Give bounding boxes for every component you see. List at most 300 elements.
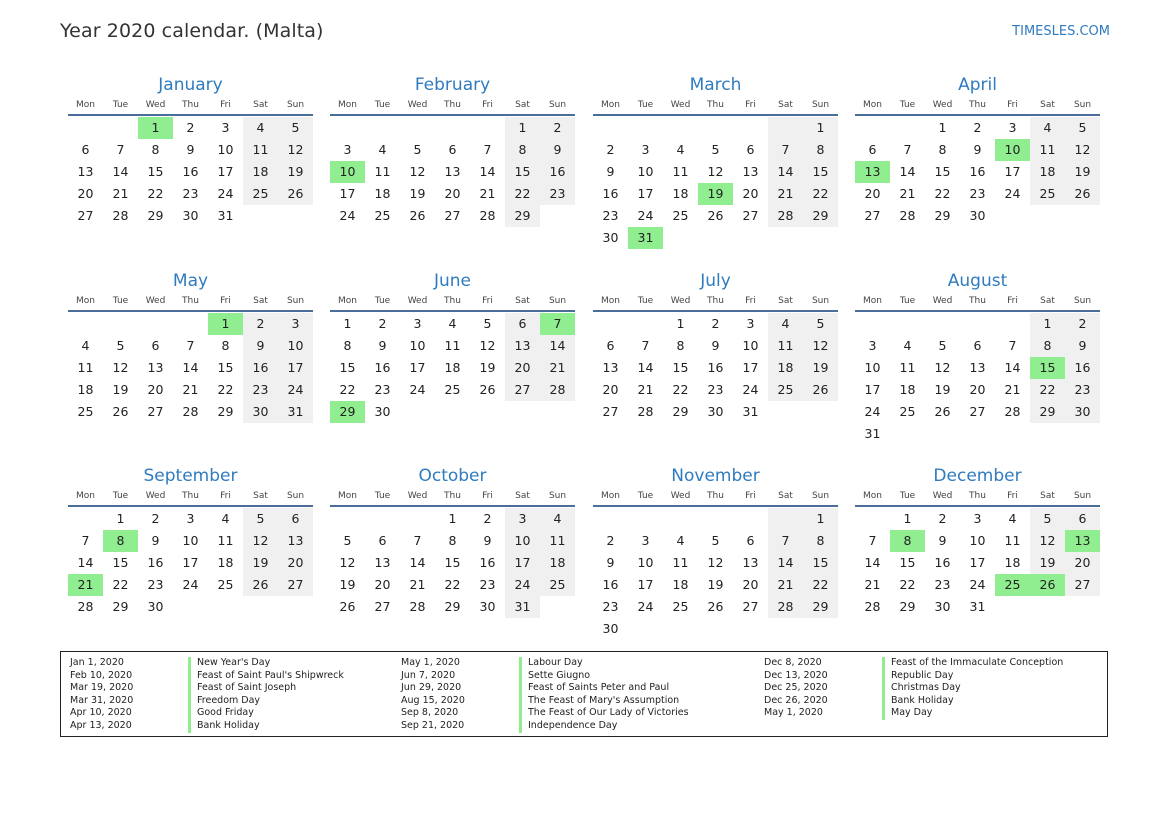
day-cell: 1 [1030, 313, 1065, 335]
legend-date: Mar 31, 2020 [70, 694, 134, 706]
legend-item [764, 670, 953, 683]
day-cell: 21 [899, 186, 916, 201]
month-august [855, 268, 1100, 445]
empty-cell [1065, 423, 1100, 445]
day-cell: 10 [637, 555, 654, 570]
day-cell: 29 [899, 599, 916, 614]
day-cell: 19 [409, 186, 426, 201]
day-cell: 3 [641, 142, 650, 157]
weekday-label: Thu [444, 296, 461, 306]
day-cell: 9 [540, 139, 575, 161]
empty-cell [855, 508, 890, 530]
day-cell: 13 [147, 360, 164, 375]
weekday-label: Fri [1007, 296, 1018, 306]
day-cell: 14 [77, 555, 94, 570]
day-cell: 4 [676, 533, 685, 548]
day-cell: 5 [711, 142, 720, 157]
day-cell: 9 [243, 335, 278, 357]
empty-cell [768, 401, 803, 423]
day-cell: 14 [768, 161, 803, 183]
day-cell: 25 [243, 183, 278, 205]
day-cell: 17 [182, 555, 199, 570]
month-name: September [143, 466, 238, 486]
day-cell: 19 [707, 577, 724, 592]
day-cell: 13 [742, 555, 759, 570]
day-cell: 29 [217, 404, 234, 419]
month-rule [593, 310, 838, 312]
weekday-label: Thu [969, 491, 986, 501]
weekday-label: Tue [112, 100, 129, 110]
day-cell: 16 [243, 357, 278, 379]
legend-date: Apr 10, 2020 [70, 707, 132, 719]
day-cell: 1 [343, 316, 352, 331]
day-cell: 28 [637, 404, 654, 419]
weekday-label: Sun [548, 100, 567, 110]
day-cell: 19 [278, 161, 313, 183]
day-cell: 18 [1004, 555, 1021, 570]
weekday-label: Mon [76, 491, 95, 501]
weekday-header [593, 489, 838, 503]
day-cell: 3 [641, 533, 650, 548]
weekday-label: Sun [286, 100, 305, 110]
day-cell: 6 [448, 142, 457, 157]
site-link[interactable]: TIMESLES.COM [1012, 24, 1110, 39]
day-cell: 19 [339, 577, 356, 592]
weekday-label: Mon [338, 100, 357, 110]
weekday-label: Sun [811, 296, 830, 306]
day-cell: 10 [505, 530, 540, 552]
month-rule [593, 505, 838, 507]
day-grid [593, 313, 838, 423]
weekday-label: Sat [1040, 296, 1055, 306]
day-cell: 23 [707, 382, 724, 397]
month-rule [330, 505, 575, 507]
day-cell: 11 [672, 555, 689, 570]
empty-cell [628, 313, 663, 335]
empty-cell [768, 508, 803, 530]
empty-cell [960, 313, 995, 335]
weekday-label: Tue [112, 491, 129, 501]
weekday-label: Sun [548, 491, 567, 501]
day-cell: 15 [803, 552, 838, 574]
day-cell: 8 [803, 139, 838, 161]
day-grid [855, 313, 1100, 445]
empty-cell [1030, 205, 1065, 227]
day-cell: 26 [803, 379, 838, 401]
empty-cell [540, 596, 575, 618]
day-cell: 4 [448, 316, 457, 331]
day-cell: 13 [77, 164, 94, 179]
day-cell: 6 [505, 313, 540, 335]
day-cell: 3 [1008, 120, 1017, 135]
day-cell: 2 [973, 120, 982, 135]
legend-date: Feb 10, 2020 [70, 669, 133, 681]
empty-cell [330, 508, 365, 530]
day-cell: 12 [803, 335, 838, 357]
empty-cell [173, 596, 208, 618]
weekday-header [68, 294, 313, 308]
day-cell: 5 [938, 338, 947, 353]
weekday-label: Fri [745, 296, 756, 306]
empty-cell [435, 401, 470, 423]
day-cell: 1 [138, 117, 173, 139]
day-cell: 27 [1065, 574, 1100, 596]
day-cell: 20 [444, 186, 461, 201]
day-cell: 28 [409, 599, 426, 614]
legend-holiday-name: Independence Day [519, 720, 617, 733]
day-cell: 10 [409, 338, 426, 353]
legend-holiday-name: Feast of Saints Peter and Paul [519, 682, 669, 695]
day-cell: 8 [151, 142, 160, 157]
day-cell: 9 [483, 533, 492, 548]
weekday-label: Thu [444, 491, 461, 501]
weekday-label: Fri [1007, 491, 1018, 501]
weekday-label: Fri [745, 100, 756, 110]
day-cell: 25 [540, 574, 575, 596]
day-cell: 28 [540, 379, 575, 401]
day-cell: 21 [864, 577, 881, 592]
weekday-header [68, 489, 313, 503]
day-cell: 20 [77, 186, 94, 201]
day-cell: 8 [221, 338, 230, 353]
weekday-label: Thu [707, 296, 724, 306]
day-cell: 20 [742, 577, 759, 592]
empty-cell [890, 117, 925, 139]
empty-cell [365, 117, 400, 139]
day-cell: 31 [278, 401, 313, 423]
day-cell: 22 [934, 186, 951, 201]
day-cell: 10 [864, 360, 881, 375]
day-cell: 17 [637, 577, 654, 592]
legend-date: Jan 1, 2020 [70, 657, 124, 668]
day-cell: 10 [217, 142, 234, 157]
weekday-label: Fri [745, 491, 756, 501]
month-rule [330, 310, 575, 312]
day-cell: 22 [1030, 379, 1065, 401]
weekday-label: Sat [515, 296, 530, 306]
weekday-label: Tue [637, 491, 654, 501]
legend-date: Mar 19, 2020 [70, 682, 134, 694]
legend-item [70, 682, 296, 695]
day-cell: 31 [742, 404, 759, 419]
day-cell: 27 [278, 574, 313, 596]
day-cell: 13 [374, 555, 391, 570]
day-cell: 9 [938, 533, 947, 548]
month-rule [68, 114, 313, 116]
day-cell: 2 [606, 533, 615, 548]
day-cell: 19 [698, 183, 733, 205]
day-cell: 30 [1065, 401, 1100, 423]
day-cell: 4 [221, 511, 230, 526]
day-cell: 6 [746, 533, 755, 548]
empty-cell [470, 401, 505, 423]
day-cell: 5 [278, 117, 313, 139]
legend-item [401, 670, 590, 683]
day-cell: 30 [243, 401, 278, 423]
month-name: May [172, 271, 209, 291]
empty-cell [768, 618, 803, 640]
day-cell: 23 [374, 382, 391, 397]
weekday-header [593, 294, 838, 308]
day-cell: 16 [602, 577, 619, 592]
empty-cell [733, 227, 768, 249]
day-cell: 17 [1004, 164, 1021, 179]
weekday-label: Thu [182, 100, 199, 110]
empty-cell [593, 313, 628, 335]
day-cell: 6 [868, 142, 877, 157]
legend-date: May 1, 2020 [401, 657, 460, 668]
day-cell: 11 [243, 139, 278, 161]
month-september [68, 463, 313, 618]
day-cell: 1 [903, 511, 912, 526]
day-cell: 28 [864, 599, 881, 614]
weekday-label: Wed [670, 296, 691, 306]
day-cell: 28 [899, 208, 916, 223]
day-cell: 16 [374, 360, 391, 375]
day-cell: 18 [1030, 161, 1065, 183]
day-grid [68, 508, 313, 618]
weekday-label: Sun [1073, 491, 1092, 501]
day-cell: 30 [934, 599, 951, 614]
day-cell: 24 [637, 599, 654, 614]
day-cell: 30 [707, 404, 724, 419]
legend-item [764, 695, 954, 708]
month-name: March [689, 75, 742, 95]
day-cell: 26 [409, 208, 426, 223]
weekday-label: Sat [515, 491, 530, 501]
legend-date: Dec 25, 2020 [764, 682, 828, 694]
day-cell: 14 [768, 552, 803, 574]
day-cell: 23 [540, 183, 575, 205]
empty-cell [173, 313, 208, 335]
month-rule [593, 114, 838, 116]
day-cell: 7 [1008, 338, 1017, 353]
empty-cell [103, 117, 138, 139]
day-cell: 17 [278, 357, 313, 379]
day-cell: 24 [182, 577, 199, 592]
day-cell: 6 [746, 142, 755, 157]
weekday-label: Sat [253, 100, 268, 110]
day-cell: 13 [1065, 530, 1100, 552]
day-cell: 1 [505, 117, 540, 139]
legend-item [70, 695, 260, 708]
empty-cell [855, 117, 890, 139]
empty-cell [698, 227, 733, 249]
day-cell: 5 [243, 508, 278, 530]
day-cell: 27 [864, 208, 881, 223]
day-cell: 20 [374, 577, 391, 592]
weekday-label: Fri [482, 100, 493, 110]
empty-cell [698, 618, 733, 640]
weekday-label: Tue [374, 296, 391, 306]
month-name: August [947, 271, 1008, 291]
day-cell: 26 [339, 599, 356, 614]
day-cell: 10 [278, 335, 313, 357]
day-cell: 22 [505, 183, 540, 205]
day-cell: 2 [1065, 313, 1100, 335]
day-cell: 15 [112, 555, 129, 570]
day-cell: 4 [768, 313, 803, 335]
day-cell: 5 [413, 142, 422, 157]
empty-cell [995, 596, 1030, 618]
day-cell: 14 [409, 555, 426, 570]
day-cell: 14 [112, 164, 129, 179]
day-cell: 14 [1004, 360, 1021, 375]
day-cell: 23 [934, 577, 951, 592]
day-cell: 3 [413, 316, 422, 331]
day-cell: 11 [672, 164, 689, 179]
empty-cell [278, 596, 313, 618]
day-cell: 28 [768, 596, 803, 618]
day-cell: 13 [855, 161, 890, 183]
day-cell: 12 [278, 139, 313, 161]
weekday-label: Sat [1040, 100, 1055, 110]
day-cell: 8 [676, 338, 685, 353]
empty-cell [733, 117, 768, 139]
day-cell: 24 [637, 208, 654, 223]
day-cell: 11 [1030, 139, 1065, 161]
day-cell: 23 [147, 577, 164, 592]
day-cell: 29 [1030, 401, 1065, 423]
empty-cell [663, 227, 698, 249]
day-cell: 9 [151, 533, 160, 548]
day-cell: 9 [378, 338, 387, 353]
empty-cell [1065, 205, 1100, 227]
weekday-label: Tue [374, 491, 391, 501]
day-cell: 4 [903, 338, 912, 353]
day-cell: 4 [676, 142, 685, 157]
legend-date: May 1, 2020 [764, 707, 823, 719]
day-cell: 19 [803, 357, 838, 379]
weekday-label: Sat [253, 491, 268, 501]
legend-item [401, 707, 689, 720]
day-cell: 21 [768, 574, 803, 596]
day-cell: 20 [278, 552, 313, 574]
day-cell: 24 [742, 382, 759, 397]
legend-item [401, 695, 679, 708]
empty-cell [890, 423, 925, 445]
weekday-header [855, 489, 1100, 503]
day-cell: 31 [864, 426, 881, 441]
month-december [855, 463, 1100, 618]
day-cell: 18 [672, 577, 689, 592]
day-cell: 6 [606, 338, 615, 353]
day-cell: 7 [868, 533, 877, 548]
day-cell: 7 [540, 313, 575, 335]
day-cell: 3 [278, 313, 313, 335]
day-grid [330, 508, 575, 618]
day-cell: 1 [803, 508, 838, 530]
day-cell: 16 [182, 164, 199, 179]
day-cell: 19 [479, 360, 496, 375]
day-cell: 5 [116, 338, 125, 353]
month-name: July [700, 271, 731, 291]
legend-holiday-name: Bank Holiday [882, 695, 954, 708]
weekday-header [593, 98, 838, 112]
day-cell: 31 [505, 596, 540, 618]
day-cell: 4 [243, 117, 278, 139]
weekday-label: Wed [145, 491, 166, 501]
day-cell: 30 [602, 621, 619, 636]
day-cell: 21 [479, 186, 496, 201]
weekday-label: Fri [220, 296, 231, 306]
day-cell: 18 [899, 382, 916, 397]
day-cell: 14 [864, 555, 881, 570]
day-cell: 27 [742, 599, 759, 614]
day-cell: 1 [116, 511, 125, 526]
weekday-label: Sat [253, 296, 268, 306]
legend-item [70, 657, 270, 670]
weekday-label: Mon [601, 100, 620, 110]
day-cell: 30 [182, 208, 199, 223]
day-cell: 8 [505, 139, 540, 161]
day-cell: 13 [742, 164, 759, 179]
empty-cell [593, 117, 628, 139]
weekday-label: Mon [338, 296, 357, 306]
day-cell: 19 [1030, 552, 1065, 574]
day-cell: 25 [444, 382, 461, 397]
day-cell: 6 [151, 338, 160, 353]
day-cell: 27 [742, 208, 759, 223]
empty-cell [435, 117, 470, 139]
legend-holiday-name: Feast of Saint Joseph [188, 682, 296, 695]
day-cell: 7 [186, 338, 195, 353]
day-cell: 19 [1065, 161, 1100, 183]
day-cell: 31 [628, 227, 663, 249]
day-cell: 10 [330, 161, 365, 183]
empty-cell [243, 596, 278, 618]
day-cell: 26 [1065, 183, 1100, 205]
day-cell: 24 [505, 574, 540, 596]
day-cell: 6 [378, 533, 387, 548]
weekday-header [68, 98, 313, 112]
day-grid [593, 508, 838, 640]
weekday-header [330, 489, 575, 503]
empty-cell [663, 508, 698, 530]
day-cell: 29 [112, 599, 129, 614]
day-cell: 17 [505, 552, 540, 574]
legend-date: Aug 15, 2020 [401, 694, 465, 706]
month-january [68, 72, 313, 227]
day-cell: 15 [899, 555, 916, 570]
day-cell: 31 [969, 599, 986, 614]
day-cell: 2 [186, 120, 195, 135]
day-cell: 3 [186, 511, 195, 526]
day-cell: 10 [182, 533, 199, 548]
day-cell: 17 [409, 360, 426, 375]
day-cell: 3 [221, 120, 230, 135]
empty-cell [68, 508, 103, 530]
empty-cell [1065, 596, 1100, 618]
empty-cell [365, 508, 400, 530]
day-cell: 8 [803, 530, 838, 552]
month-june [330, 268, 575, 423]
weekday-label: Sun [1073, 100, 1092, 110]
day-cell: 7 [81, 533, 90, 548]
month-november [593, 463, 838, 640]
empty-cell [400, 401, 435, 423]
day-cell: 24 [864, 404, 881, 419]
day-cell: 14 [637, 360, 654, 375]
day-cell: 9 [606, 164, 615, 179]
legend-holiday-name: Feast of the Immaculate Conception [882, 657, 1063, 670]
legend-holiday-name: Sette Giugno [519, 670, 590, 683]
empty-cell [995, 313, 1030, 335]
month-rule [68, 310, 313, 312]
day-cell: 6 [278, 508, 313, 530]
day-cell: 23 [602, 208, 619, 223]
day-cell: 4 [1008, 511, 1017, 526]
